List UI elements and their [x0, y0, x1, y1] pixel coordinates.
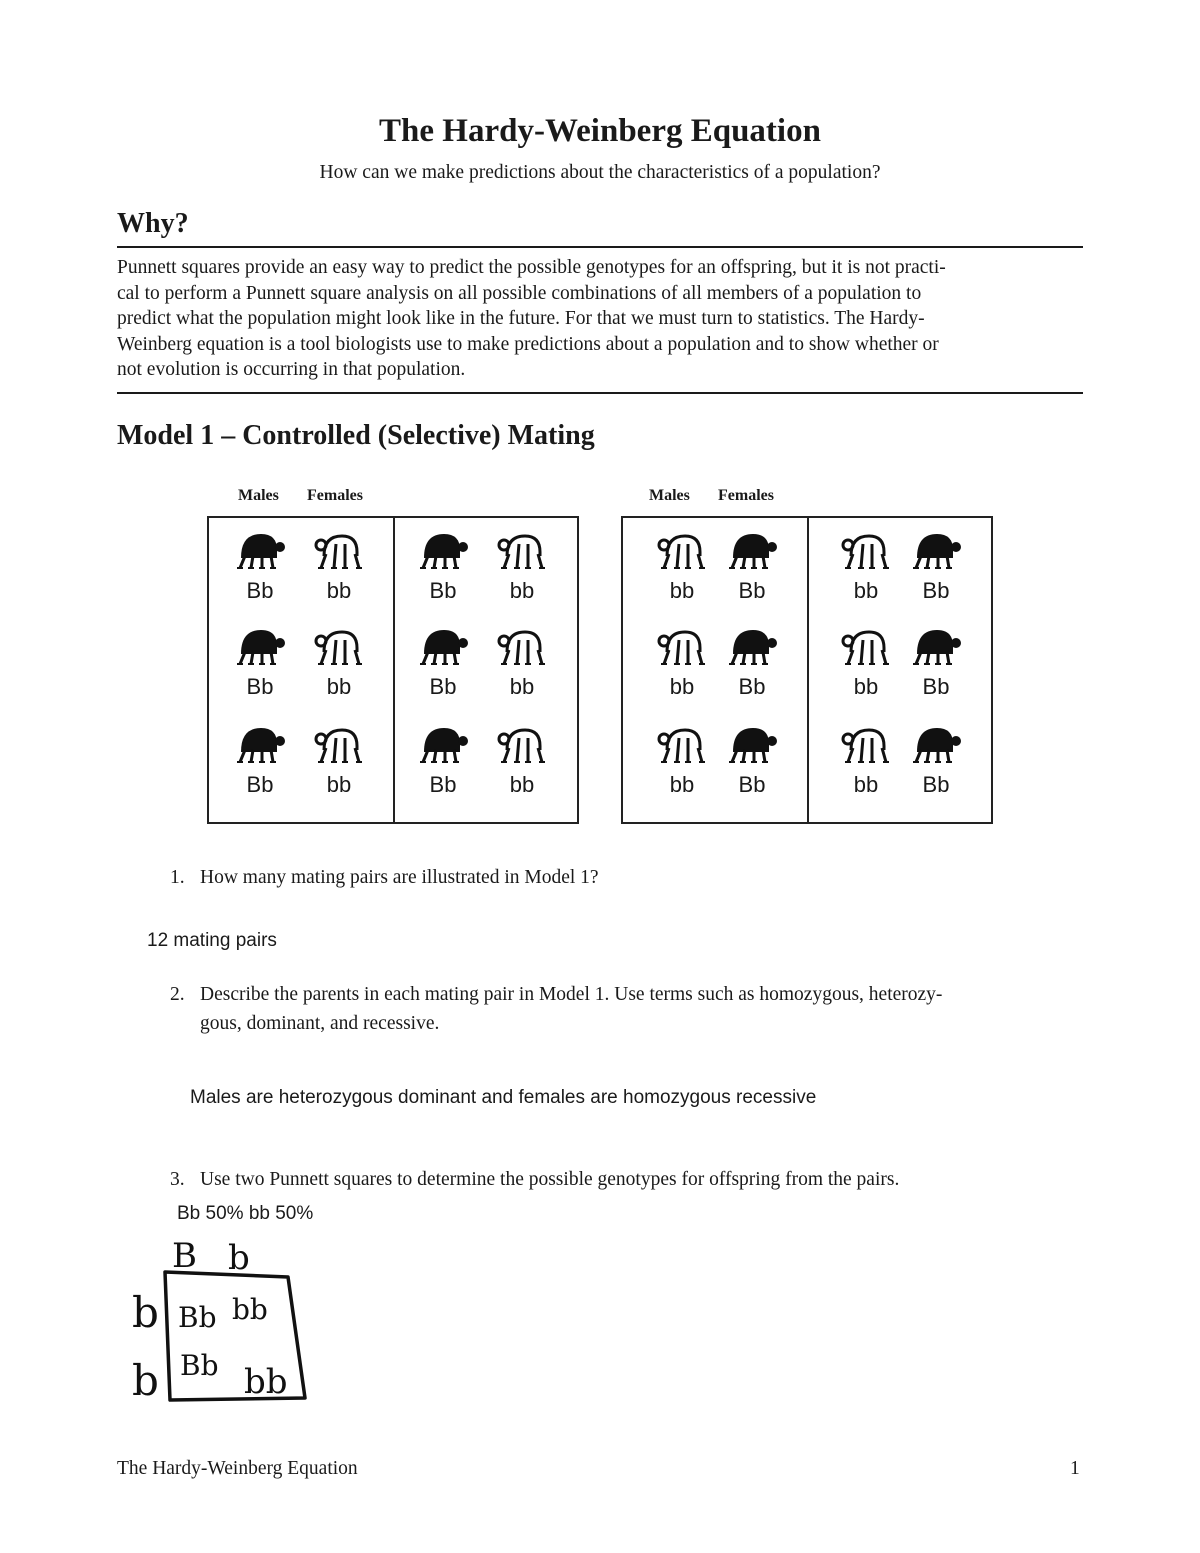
- question-2: [170, 984, 942, 1006]
- why-heading: Why?: [117, 208, 189, 239]
- genotype-label: Bb: [738, 772, 766, 797]
- dark-organism-icon: [911, 724, 961, 764]
- why-top-rule: [117, 246, 1083, 248]
- dark-organism-icon: [727, 724, 777, 764]
- light-organism-icon: [497, 626, 547, 666]
- males-label-left: Males: [238, 487, 279, 504]
- answer-1: 12 mating pairs: [147, 930, 277, 951]
- genotype-label: Bb: [246, 578, 274, 603]
- genotype-label: bb: [326, 674, 352, 699]
- hw-top-allele: B: [172, 1236, 197, 1276]
- hw-cell: Bb: [178, 1301, 217, 1334]
- genotype-label: bb: [326, 578, 352, 603]
- dark-organism-icon: [235, 530, 285, 570]
- dark-organism-icon: [418, 626, 468, 666]
- genotype-label: Bb: [922, 674, 950, 699]
- why-bottom-rule: [117, 392, 1083, 394]
- why-line: not evolution is occurring in that population.: [117, 359, 466, 381]
- genotype-label: bb: [509, 674, 535, 699]
- light-organism-icon: [657, 626, 707, 666]
- light-organism-icon: [314, 530, 364, 570]
- question-number: 2.: [170, 984, 185, 1005]
- question-2-continued: gous, dominant, and recessive.: [200, 1013, 440, 1034]
- dark-organism-icon: [235, 724, 285, 764]
- light-organism-icon: [497, 724, 547, 764]
- hw-cell: Bb: [180, 1349, 219, 1382]
- light-organism-icon: [314, 626, 364, 666]
- genotype-label: Bb: [429, 772, 457, 797]
- question-3: [170, 1169, 899, 1191]
- dark-organism-icon: [235, 626, 285, 666]
- why-body: [117, 255, 1083, 383]
- question-text: Describe the parents in each mating pair in Model 1. Use terms such as homozygous, heterozy-: [200, 984, 943, 1005]
- females-label-right: Females: [718, 487, 774, 504]
- genotype-label: bb: [669, 578, 695, 603]
- light-organism-icon: [314, 724, 364, 764]
- model1-heading: Model 1 – Controlled (Selective) Mating: [117, 420, 595, 451]
- why-line: cal to perform a Punnett square analysis on all possible combinations of all members of a population to: [117, 282, 922, 304]
- genotype-label: bb: [853, 674, 879, 699]
- hw-cell: bb: [244, 1362, 288, 1402]
- genotype-label: Bb: [738, 674, 766, 699]
- hw-side-allele: b: [132, 1288, 159, 1337]
- genotype-label: Bb: [922, 772, 950, 797]
- question-text: Use two Punnett squares to determine the possible genotypes for offspring from the pairs.: [200, 1169, 900, 1190]
- light-organism-icon: [841, 724, 891, 764]
- dark-organism-icon: [911, 530, 961, 570]
- genotype-label: bb: [853, 772, 879, 797]
- page-title: The Hardy-Weinberg Equation: [379, 113, 821, 149]
- question-1: [170, 867, 599, 889]
- footer-title: The Hardy-Weinberg Equation: [117, 1458, 358, 1479]
- answer-2: Males are heterozygous dominant and females are homozygous recessive: [190, 1087, 817, 1108]
- dark-organism-icon: [418, 530, 468, 570]
- genotype-label: Bb: [922, 578, 950, 603]
- answer-3: Bb 50% bb 50%: [177, 1203, 314, 1224]
- why-line: predict what the population might look like in the future. For that we must turn to statistics. The Hardy-: [117, 308, 925, 330]
- genotype-label: Bb: [246, 674, 274, 699]
- genotype-label: Bb: [429, 674, 457, 699]
- females-label-left: Females: [307, 487, 363, 504]
- light-organism-icon: [841, 530, 891, 570]
- dark-organism-icon: [727, 530, 777, 570]
- question-number: 3.: [170, 1169, 185, 1190]
- dark-organism-icon: [418, 724, 468, 764]
- light-organism-icon: [657, 530, 707, 570]
- males-label-right: Males: [649, 487, 690, 504]
- why-line: Punnett squares provide an easy way to predict the possible genotypes for an offspring, but it is not practi-: [117, 257, 946, 278]
- page-subtitle: How can we make predictions about the characteristics of a population?: [319, 162, 881, 183]
- right-panel-divider: [807, 517, 809, 823]
- light-organism-icon: [497, 530, 547, 570]
- why-line: Weinberg equation is a tool biologists use to make predictions about a population and to show whether or: [117, 333, 939, 355]
- genotype-label: Bb: [429, 578, 457, 603]
- genotype-label: bb: [669, 772, 695, 797]
- genotype-label: Bb: [738, 578, 766, 603]
- genotype-label: bb: [509, 772, 535, 797]
- dark-organism-icon: [911, 626, 961, 666]
- hw-side-allele: b: [132, 1356, 159, 1405]
- genotype-label: Bb: [246, 772, 274, 797]
- genotype-label: bb: [326, 772, 352, 797]
- hw-top-allele: b: [228, 1238, 250, 1278]
- genotype-label: bb: [509, 578, 535, 603]
- question-number: 1.: [170, 867, 185, 888]
- light-organism-icon: [657, 724, 707, 764]
- question-text: How many mating pairs are illustrated in Model 1?: [200, 867, 599, 888]
- light-organism-icon: [841, 626, 891, 666]
- hw-cell: bb: [232, 1293, 268, 1326]
- handwritten-punnett-square: [120, 1235, 320, 1415]
- footer-page-number: 1: [1070, 1458, 1080, 1479]
- genotype-label: bb: [853, 578, 879, 603]
- dark-organism-icon: [727, 626, 777, 666]
- left-panel-divider: [393, 517, 395, 823]
- genotype-label: bb: [669, 674, 695, 699]
